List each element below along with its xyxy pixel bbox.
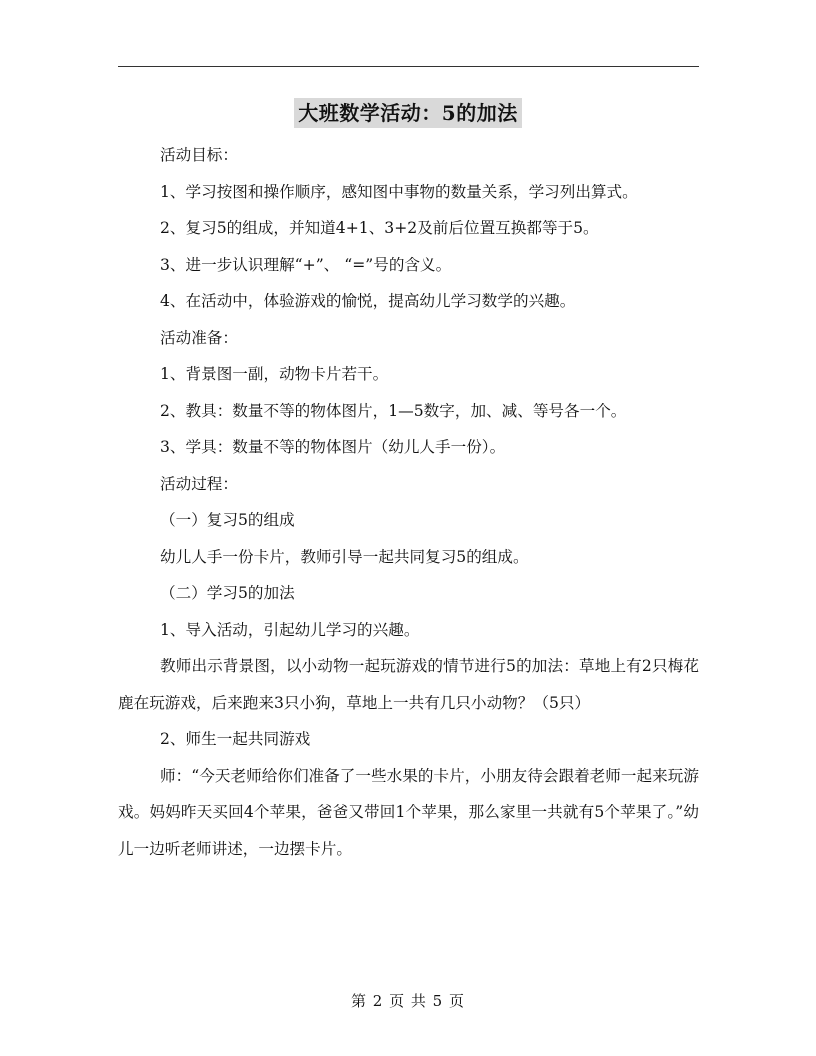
prep-item-1: 1、背景图一副，动物卡片若干。	[160, 365, 389, 383]
process-substep-2: 2、师生一起共同游戏	[160, 730, 311, 748]
goal-item-2: 2、复习5的组成，并知道4+1、3+2及前后位置互换都等于5。	[160, 219, 599, 237]
process-substep-2-text: 师：“今天老师给你们准备了一些水果的卡片，小朋友待会跟着老师一起来玩游戏。妈妈昨天买回4个苹果，爸爸又带回1个苹果，那么家里一共就有5个苹果了。”幼儿一边听老师讲述，一边摆卡片。	[118, 766, 699, 858]
process-step-1-heading: （一）复习5的组成	[160, 511, 295, 529]
document-title: 大班数学活动：5的加法	[294, 98, 521, 128]
process-step-1-text: 幼儿人手一份卡片，教师引导一起共同复习5的组成。	[160, 547, 529, 566]
process-substep-1: 1、导入活动，引起幼儿学习的兴趣。	[160, 620, 420, 639]
process-step-2-heading: （二）学习5的加法	[160, 584, 295, 602]
header-rule	[118, 66, 699, 67]
process-substep-1-text: 教师出示背景图，以小动物一起玩游戏的情节进行5的加法：草地上有2只梅花鹿在玩游戏，后来跑来3只小狗，草地上一共有几只小动物？（5只）	[118, 657, 699, 712]
document-body	[118, 137, 699, 867]
section-heading-preparation: 活动准备：	[160, 328, 238, 347]
section-heading-goals: 活动目标：	[160, 146, 238, 164]
prep-item-3: 3、学具：数量不等的物体图片（幼儿人手一份）。	[160, 438, 506, 456]
section-heading-process: 活动过程：	[160, 474, 238, 493]
title-container	[0, 98, 816, 128]
prep-item-2: 2、教具：数量不等的物体图片，1—5数字，加、减、等号各一个。	[160, 401, 627, 420]
goal-item-1: 1、学习按图和操作顺序，感知图中事物的数量关系，学习列出算式。	[160, 182, 638, 201]
goal-item-4: 4、在活动中，体验游戏的愉悦，提高幼儿学习数学的兴趣。	[160, 292, 576, 310]
page-footer: 第 2 页 共 5 页	[351, 992, 465, 1010]
goal-item-3: 3、进一步认识理解“+”、 “=”号的含义。	[160, 255, 452, 274]
